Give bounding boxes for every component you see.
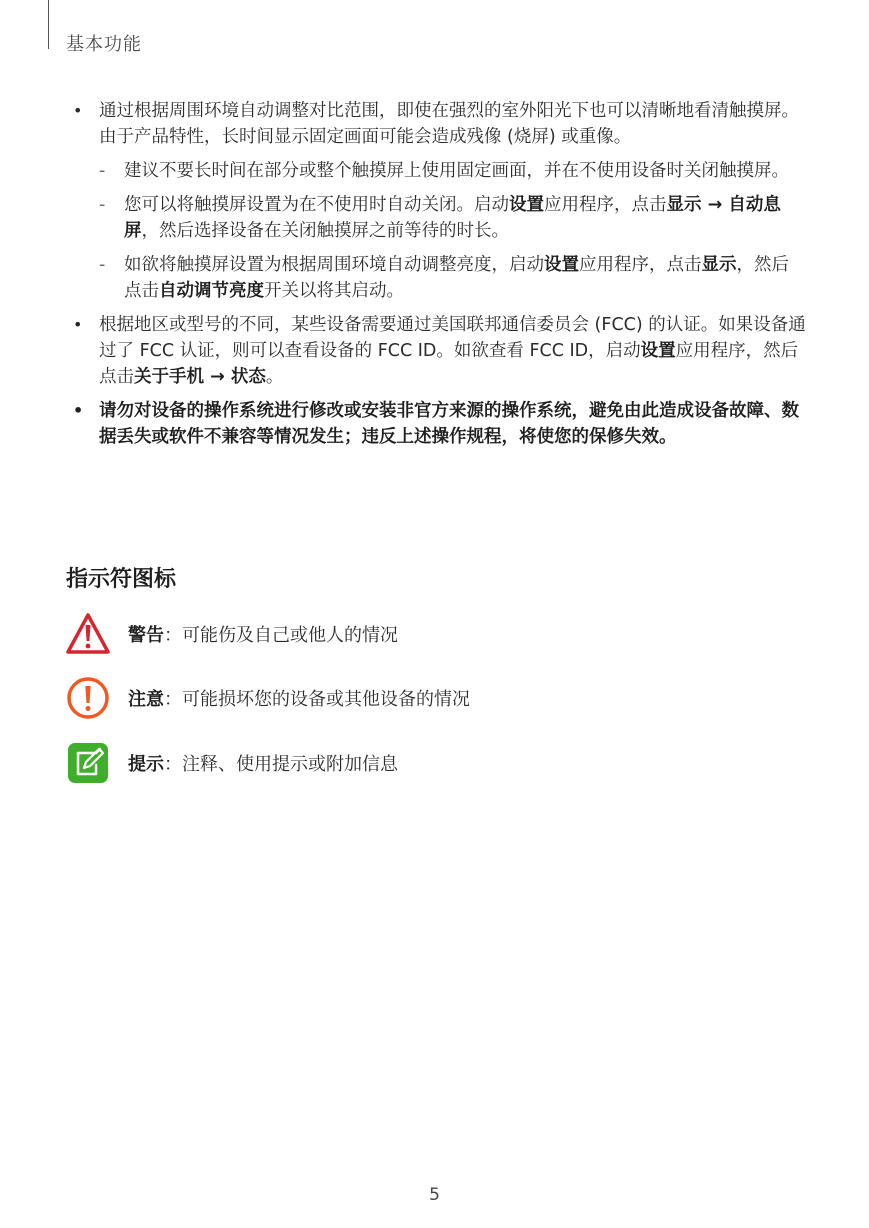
indicator-text: 警告：可能伤及自己或他人的情况 xyxy=(128,625,398,646)
page-number: 5 xyxy=(429,1185,440,1205)
bullet-text-bold: 请勿对设备的操作系统进行修改或安装非官方来源的操作系统，避免由此造成设备故障、数据丢失或软件不兼容等情况发生；违反上述操作规程，将使您的保修失效。 xyxy=(99,401,799,447)
caution-exclamation-icon xyxy=(66,676,110,720)
menu-path: 关于手机 → 状态 xyxy=(134,367,266,387)
header-rule xyxy=(48,0,49,49)
note-pencil-icon xyxy=(66,741,110,785)
menu-path: 显示 → 自动息屏 xyxy=(124,195,781,241)
indicator-text: 注意：可能损坏您的设备或其他设备的情况 xyxy=(128,689,470,710)
bullet-glyph: • xyxy=(73,101,83,120)
sub-text: 建议不要长时间在部分或整个触摸屏上使用固定画面，并在不使用设备时关闭触摸屏。 xyxy=(124,161,789,181)
section-title: 指示符图标 xyxy=(66,567,177,592)
indicator-row-warning xyxy=(66,612,766,656)
sub-list-item xyxy=(66,158,806,184)
list-item xyxy=(66,98,806,150)
content-body xyxy=(66,98,806,458)
dash-glyph: - xyxy=(99,161,106,181)
bullet-glyph: • xyxy=(73,401,84,420)
sub-text: 如欲将触摸屏设置为根据周围环境自动调整亮度，启动设置应用程序，点击显示，然后点击自动调节亮度开关以将其启动。 xyxy=(124,255,789,301)
indicator-row-note xyxy=(66,741,766,785)
list-item xyxy=(66,398,806,450)
warning-triangle-icon xyxy=(66,612,110,656)
indicator-row-caution xyxy=(66,676,766,720)
dash-glyph: - xyxy=(99,255,106,275)
bullet-glyph: • xyxy=(73,315,83,334)
settings-app-label: 设置 xyxy=(509,195,544,215)
sub-list-item xyxy=(66,192,806,244)
menu-path: 显示 xyxy=(701,255,737,275)
section-header: 基本功能 xyxy=(66,34,142,55)
sub-list-item xyxy=(66,252,806,304)
list-item xyxy=(66,312,806,390)
bullet-text: 根据地区或型号的不同，某些设备需要通过美国联邦通信委员会 (FCC) 的认证。如果设备通过了 FCC 认证，则可以查看设备的 FCC ID。如欲查看 FCC ID，启动设置应用程序，然后点击关于手机 → 状态。 xyxy=(99,315,806,387)
dash-glyph: - xyxy=(99,195,106,215)
settings-app-label: 设置 xyxy=(544,255,579,275)
option-label: 自动调节亮度 xyxy=(159,281,264,301)
settings-app-label: 设置 xyxy=(640,341,676,361)
indicator-text: 提示：注释、使用提示或附加信息 xyxy=(128,754,398,775)
sub-text: 您可以将触摸屏设置为在不使用时自动关闭。启动设置应用程序，点击显示 → 自动息屏，然后选择设备在关闭触摸屏之前等待的时长。 xyxy=(124,195,781,241)
bullet-text: 通过根据周围环境自动调整对比范围，即使在强烈的室外阳光下也可以清晰地看清触摸屏。由于产品特性，长时间显示固定画面可能会造成残像 (烧屏) 或重像。 xyxy=(99,101,799,147)
